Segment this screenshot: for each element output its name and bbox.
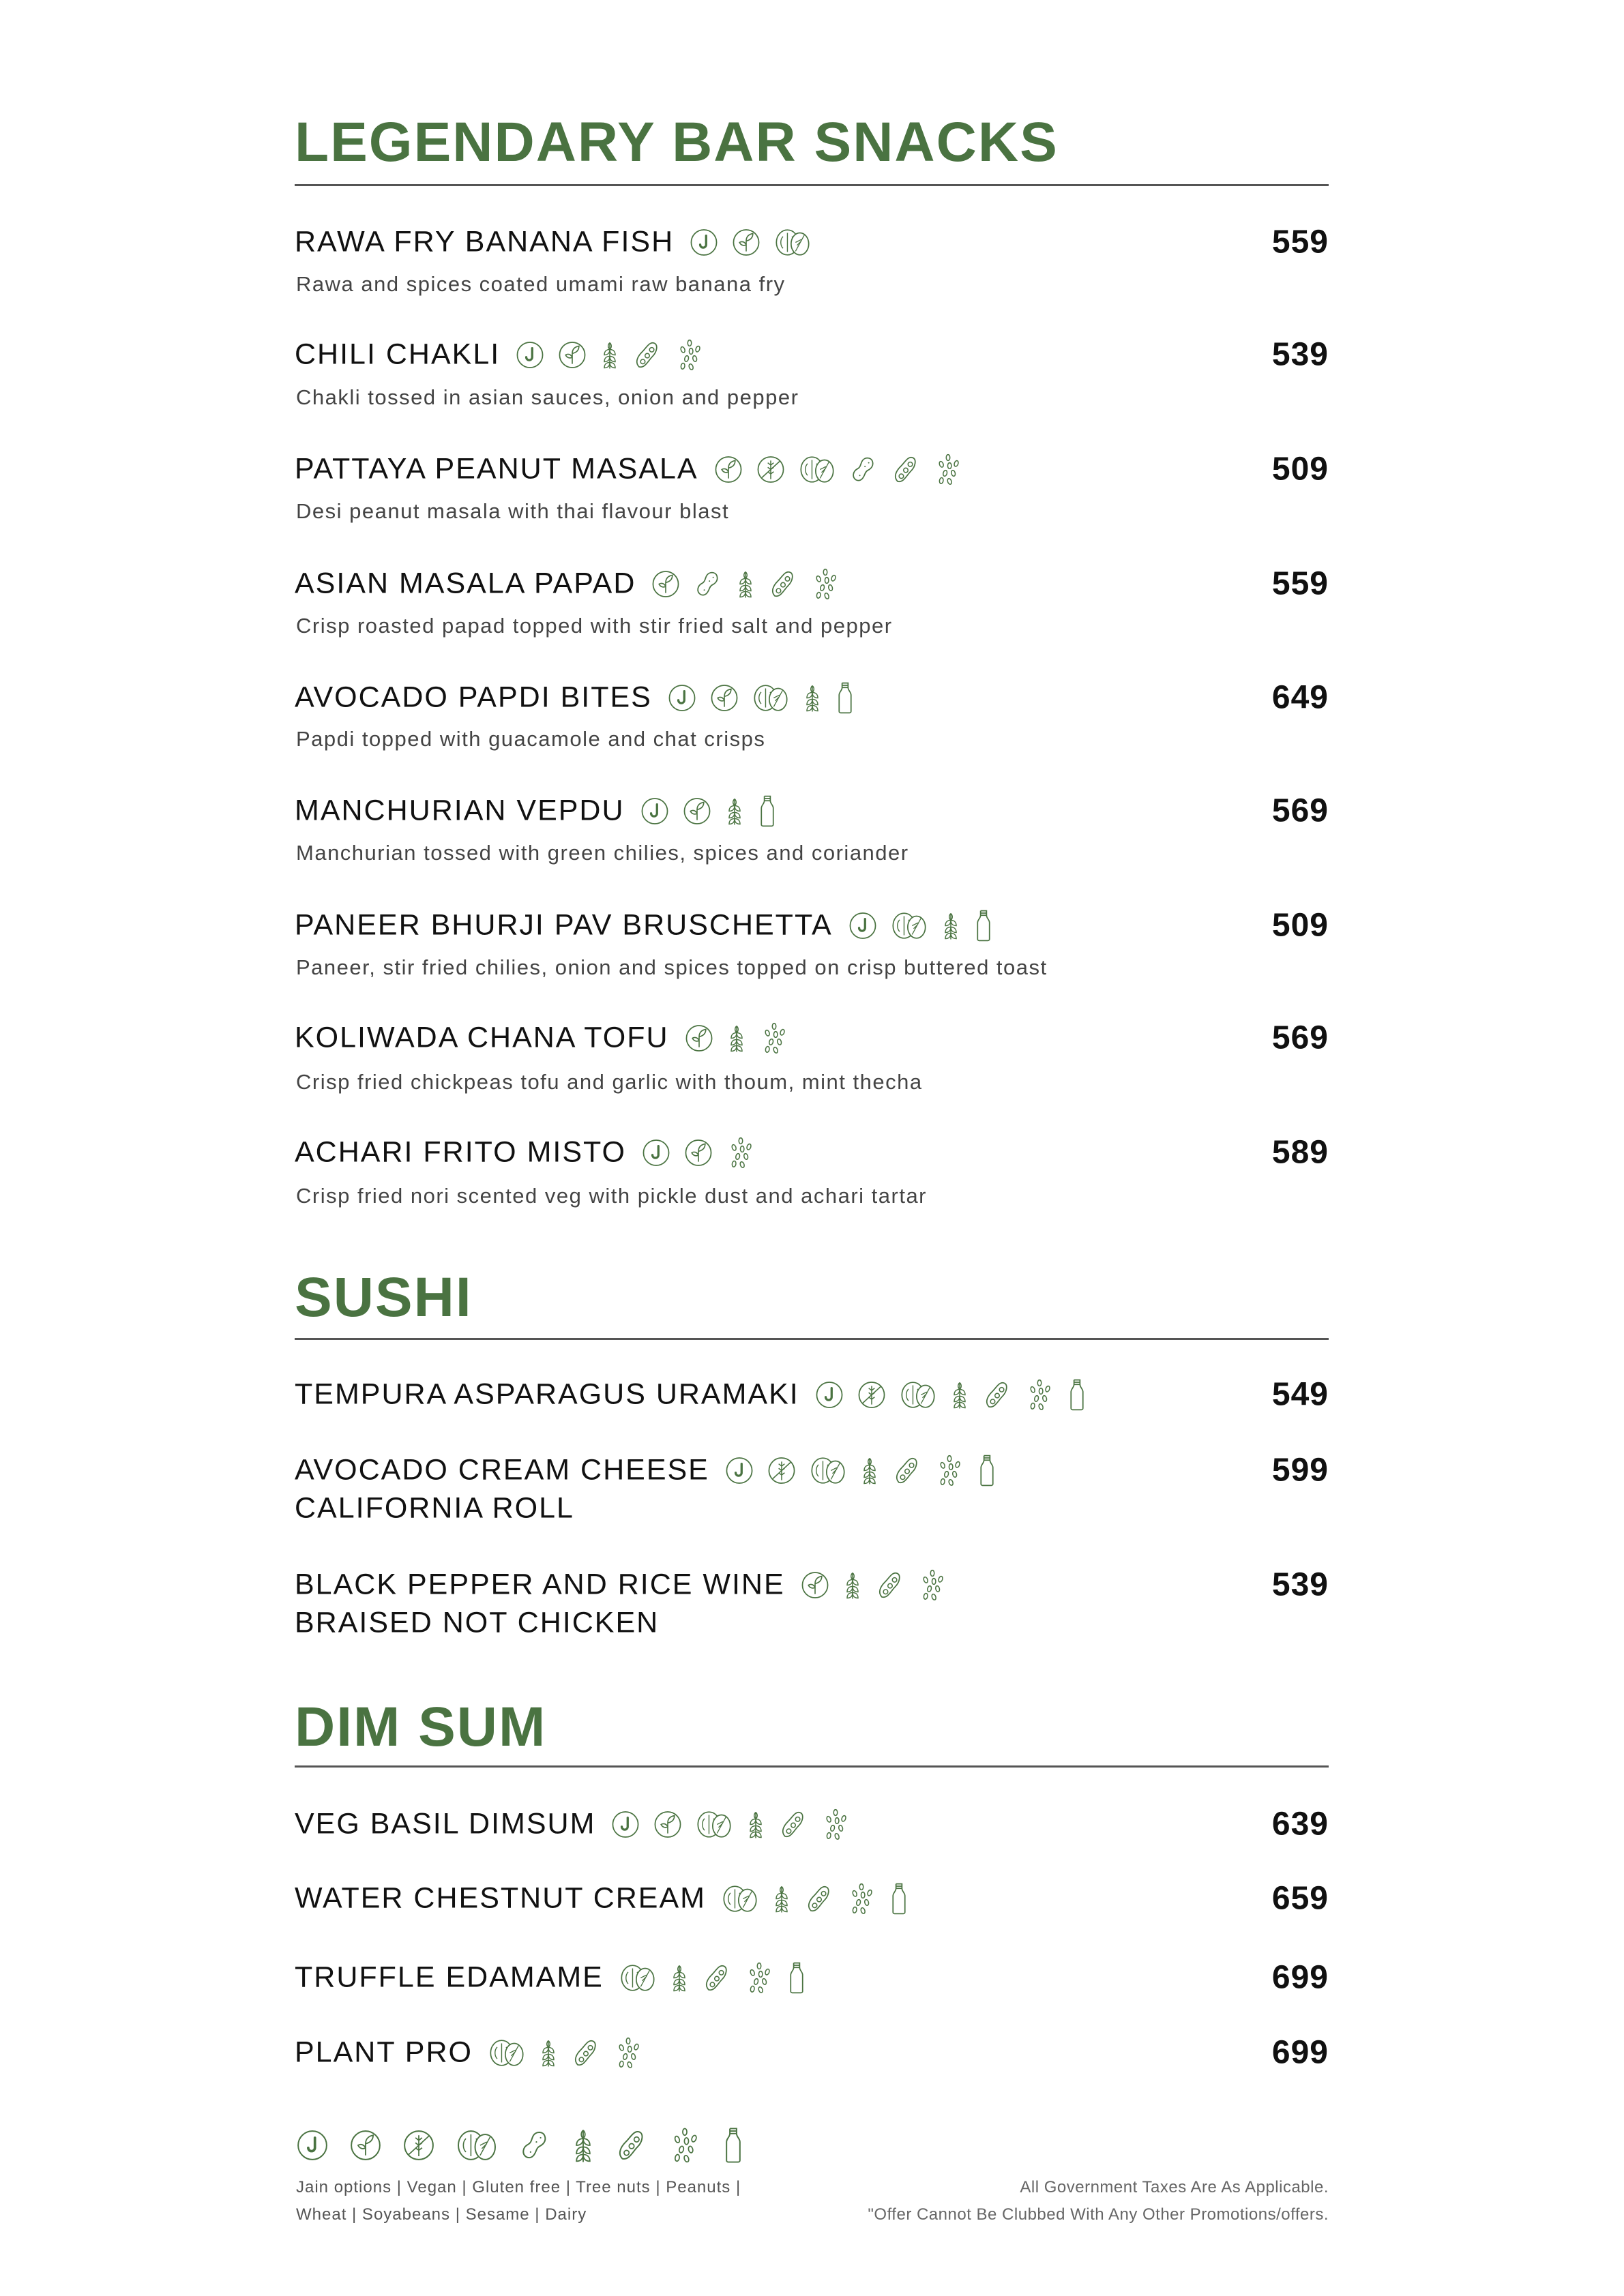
allergen-icons (800, 1568, 947, 1601)
allergen-icons (848, 909, 994, 942)
item-price: 559 (1271, 224, 1329, 260)
tree-nuts-icon (619, 1961, 657, 1994)
dairy-bottle-icon (835, 681, 855, 714)
item-name: ACHARI FRITO MISTO (295, 1135, 626, 1169)
wheat-icon (802, 681, 823, 714)
allergen-icons (488, 2036, 643, 2069)
gluten-free-icon (401, 2127, 437, 2164)
tree-nuts-icon (798, 453, 836, 486)
allergen-icons (640, 794, 778, 827)
wheat-icon (724, 794, 745, 827)
allergen-icons (814, 1378, 1087, 1411)
soybean-icon (892, 1454, 922, 1487)
allergen-icons (515, 338, 705, 371)
sesame-icon (933, 453, 963, 486)
item-description: Rawa and spices coated umami raw banana fry (296, 272, 786, 296)
soybean-icon (768, 567, 798, 600)
wheat-icon (570, 2127, 596, 2164)
sesame-icon (917, 1568, 947, 1601)
item-price: 509 (1271, 451, 1329, 488)
item-name: PLANT PRO (295, 2036, 473, 2069)
section-divider (295, 1338, 1329, 1340)
item-name-line2: CALIFORNIA ROLL (295, 1491, 574, 1525)
offer-note: "Offer Cannot Be Clubbed With Any Other Promotions/offers. (868, 2205, 1329, 2224)
wheat-icon (726, 1022, 747, 1054)
section-title-dim-sum: DIM SUM (295, 1696, 547, 1758)
allergen-icons (684, 1022, 789, 1054)
soybean-icon (614, 2127, 649, 2164)
gluten-free-icon (857, 1378, 887, 1411)
sesame-icon (759, 1022, 789, 1054)
vegan-leaf-icon (684, 1022, 714, 1054)
allergen-icons (689, 226, 812, 258)
item-name: AVOCADO PAPDI BITES (295, 681, 652, 714)
allergen-icons (721, 1882, 909, 1915)
allergen-icons (651, 567, 840, 600)
item-price: 589 (1271, 1134, 1329, 1171)
section-title-sushi: SUSHI (295, 1266, 473, 1328)
menu-item (295, 226, 1329, 259)
sesame-icon (744, 1961, 774, 1994)
item-description: Crisp fried nori scented veg with pickle dust and achari tartar (296, 1184, 928, 1208)
tree-nuts-icon (899, 1378, 937, 1411)
wheat-icon (949, 1378, 970, 1411)
wheat-icon (669, 1961, 690, 1994)
menu-item (295, 338, 1329, 372)
item-price: 549 (1271, 1376, 1329, 1413)
allergen-icons (619, 1961, 807, 1994)
item-price: 569 (1271, 792, 1329, 829)
dairy-bottle-icon (1067, 1378, 1087, 1411)
peanut-icon (517, 2127, 552, 2164)
menu-item (295, 1378, 1329, 1412)
sesame-icon (613, 2036, 643, 2069)
item-name: WATER CHESTNUT CREAM (295, 1881, 706, 1915)
section-divider (295, 1765, 1329, 1768)
menu-item (295, 567, 1329, 601)
dairy-bottle-icon (786, 1961, 807, 1994)
menu-item (295, 453, 1329, 486)
menu-item (295, 681, 1329, 715)
sesame-icon (934, 1454, 964, 1487)
vegan-leaf-icon (800, 1568, 830, 1601)
soybean-icon (982, 1378, 1012, 1411)
item-price: 699 (1271, 2034, 1329, 2071)
tree-nuts-icon (752, 681, 790, 714)
soybean-icon (702, 1961, 732, 1994)
sesame-icon (667, 2127, 703, 2164)
menu-item (295, 1136, 1329, 1169)
item-description: Crisp fried chickpeas tofu and garlic with thoum, mint thecha (296, 1070, 923, 1094)
sesame-icon (821, 1808, 851, 1840)
item-description: Paneer, stir fried chilies, onion and spices topped on crisp buttered toast (296, 955, 1048, 979)
jain-icon (640, 794, 670, 827)
tree-nuts-icon (890, 909, 928, 942)
vegan-leaf-icon (682, 794, 712, 827)
item-name-line2: BRAISED NOT CHICKEN (295, 1606, 660, 1639)
item-price: 539 (1271, 336, 1329, 373)
item-name: RAWA FRY BANANA FISH (295, 225, 675, 258)
item-price: 659 (1271, 1880, 1329, 1917)
wheat-icon (859, 1454, 880, 1487)
jain-icon (667, 681, 697, 714)
wheat-icon (735, 567, 756, 600)
menu-item (295, 2036, 1329, 2070)
allergen-legend-icons (295, 2127, 746, 2164)
taxes-note: All Government Taxes Are As Applicable. (1020, 2178, 1329, 2196)
sesame-icon (846, 1882, 876, 1915)
item-price: 509 (1271, 907, 1329, 944)
menu-item (295, 909, 1329, 942)
tree-nuts-icon (454, 2127, 499, 2164)
soybean-icon (632, 338, 662, 371)
allergen-icons (610, 1808, 851, 1840)
item-price: 599 (1271, 1452, 1329, 1489)
allergen-icons (713, 453, 963, 486)
item-description: Desi peanut masala with thai flavour blast (296, 499, 730, 523)
allergen-icons (724, 1454, 997, 1487)
allergen-icons (667, 681, 855, 714)
jain-icon (724, 1454, 754, 1487)
item-description: Crisp roasted papad topped with stir fried salt and pepper (296, 614, 893, 638)
gluten-free-icon (756, 453, 786, 486)
item-name: PANEER BHURJI PAV BRUSCHETTA (295, 908, 833, 942)
item-price: 639 (1271, 1806, 1329, 1843)
vegan-leaf-icon (557, 338, 587, 371)
vegan-leaf-icon (348, 2127, 383, 2164)
vegan-leaf-icon (683, 1136, 713, 1169)
sesame-icon (675, 338, 705, 371)
wheat-icon (745, 1808, 766, 1840)
gluten-free-icon (767, 1454, 797, 1487)
item-price: 699 (1271, 1959, 1329, 1996)
item-description: Manchurian tossed with green chilies, spices and coriander (296, 841, 909, 865)
sesame-icon (1024, 1378, 1054, 1411)
item-price: 539 (1271, 1566, 1329, 1603)
sesame-icon (810, 567, 840, 600)
soybean-icon (875, 1568, 905, 1601)
soybean-icon (778, 1808, 808, 1840)
menu-item (295, 1961, 1329, 1995)
wheat-icon (941, 909, 961, 942)
jain-icon (610, 1808, 640, 1840)
item-price: 569 (1271, 1019, 1329, 1056)
peanut-icon (848, 453, 879, 486)
jain-icon (641, 1136, 671, 1169)
item-price: 649 (1271, 679, 1329, 716)
jain-icon (515, 338, 545, 371)
item-name: TEMPURA ASPARAGUS URAMAKI (295, 1377, 799, 1411)
item-description: Chakli tossed in asian sauces, onion and pepper (296, 385, 799, 409)
legend-text-line1: Jain options | Vegan | Gluten free | Tree nuts | Peanuts | (296, 2178, 741, 2196)
vegan-leaf-icon (653, 1808, 683, 1840)
wheat-icon (600, 338, 620, 371)
item-name: CHILI CHAKLI (295, 338, 501, 371)
tree-nuts-icon (773, 226, 812, 258)
tree-nuts-icon (695, 1808, 733, 1840)
section-divider (295, 184, 1329, 186)
soybean-icon (571, 2036, 601, 2069)
item-name: TRUFFLE EDAMAME (295, 1960, 604, 1994)
menu-item (295, 794, 1329, 828)
jain-icon (814, 1378, 844, 1411)
soybean-icon (891, 453, 921, 486)
soybean-icon (804, 1882, 834, 1915)
peanut-icon (693, 567, 723, 600)
tree-nuts-icon (809, 1454, 847, 1487)
item-name: KOLIWADA CHANA TOFU (295, 1021, 669, 1054)
jain-icon (689, 226, 719, 258)
item-name: ASIAN MASALA PAPAD (295, 567, 636, 600)
sesame-icon (726, 1136, 756, 1169)
menu-item (295, 1808, 1329, 1841)
dairy-bottle-icon (889, 1882, 909, 1915)
vegan-leaf-icon (731, 226, 761, 258)
vegan-leaf-icon (713, 453, 743, 486)
item-name: VEG BASIL DIMSUM (295, 1807, 596, 1840)
item-name: AVOCADO CREAM CHEESE (295, 1453, 709, 1487)
dairy-bottle-icon (757, 794, 778, 827)
wheat-icon (538, 2036, 559, 2069)
tree-nuts-icon (488, 2036, 526, 2069)
legend-text-line2: Wheat | Soyabeans | Sesame | Dairy (296, 2205, 587, 2224)
item-name: BLACK PEPPER AND RICE WINE (295, 1568, 785, 1601)
jain-icon (848, 909, 878, 942)
item-price: 559 (1271, 565, 1329, 602)
item-name: PATTAYA PEANUT MASALA (295, 452, 698, 486)
dairy-bottle-icon (973, 909, 994, 942)
vegan-leaf-icon (709, 681, 739, 714)
menu-item (295, 1568, 1329, 1602)
wheat-icon (842, 1568, 863, 1601)
item-description: Papdi topped with guacamole and chat crisps (296, 727, 766, 751)
menu-item (295, 1019, 1329, 1056)
tree-nuts-icon (721, 1882, 759, 1915)
dairy-bottle-icon (720, 2127, 746, 2164)
vegan-leaf-icon (651, 567, 681, 600)
menu-item (295, 1454, 1329, 1487)
menu-item (295, 1882, 1329, 1915)
item-name: MANCHURIAN VEPDU (295, 794, 625, 827)
allergen-icons (641, 1136, 756, 1169)
wheat-icon (771, 1882, 792, 1915)
dairy-bottle-icon (977, 1454, 997, 1487)
jain-icon (295, 2127, 330, 2164)
section-title-bar-snacks: LEGENDARY BAR SNACKS (295, 111, 1059, 173)
